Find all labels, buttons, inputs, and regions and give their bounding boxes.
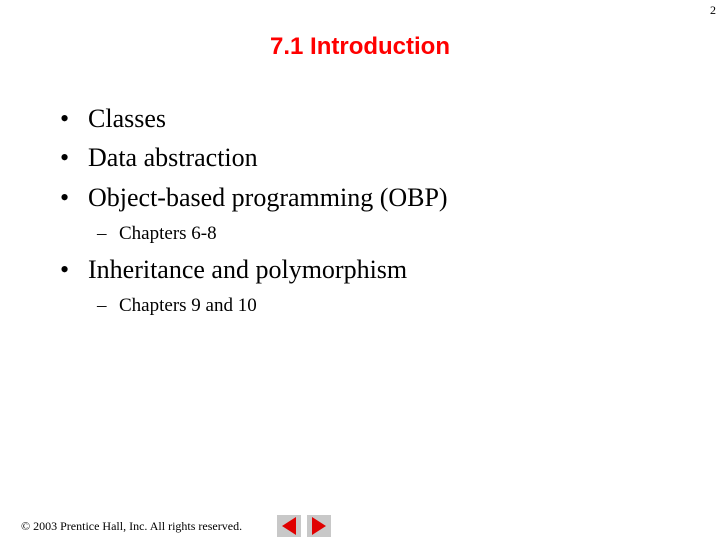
- bullet-icon: •: [60, 183, 70, 212]
- sub-bullet-text: Chapters 9 and 10: [119, 295, 257, 316]
- sub-bullet-text: Chapters 6-8: [119, 223, 217, 244]
- bullet-item: [60, 143, 258, 173]
- bullet-item: [60, 255, 407, 285]
- bullet-text: Inheritance and polymorphism: [88, 255, 408, 284]
- sub-bullet-item: [97, 222, 217, 246]
- bullet-text: Object-based programming (OBP): [88, 183, 448, 212]
- previous-slide-button[interactable]: [277, 515, 301, 537]
- copyright-footer: © 2003 Prentice Hall, Inc. All rights reserved.: [21, 519, 243, 533]
- bullet-item: [60, 183, 448, 213]
- slide-title: 7.1 Introduction: [270, 33, 450, 60]
- bullet-icon: •: [60, 143, 70, 172]
- bullet-icon: •: [60, 255, 70, 284]
- dash-icon: –: [97, 223, 107, 244]
- dash-icon: –: [97, 295, 107, 316]
- bullet-item: [60, 104, 166, 134]
- bullet-text: Data abstraction: [88, 143, 258, 172]
- bullet-text: Classes: [88, 104, 166, 133]
- next-slide-button[interactable]: [307, 515, 331, 537]
- sub-bullet-item: [97, 294, 257, 318]
- page-number: 2: [710, 3, 716, 17]
- left-arrow-icon: [277, 515, 301, 537]
- right-arrow-icon: [307, 515, 331, 537]
- bullet-icon: •: [60, 104, 70, 133]
